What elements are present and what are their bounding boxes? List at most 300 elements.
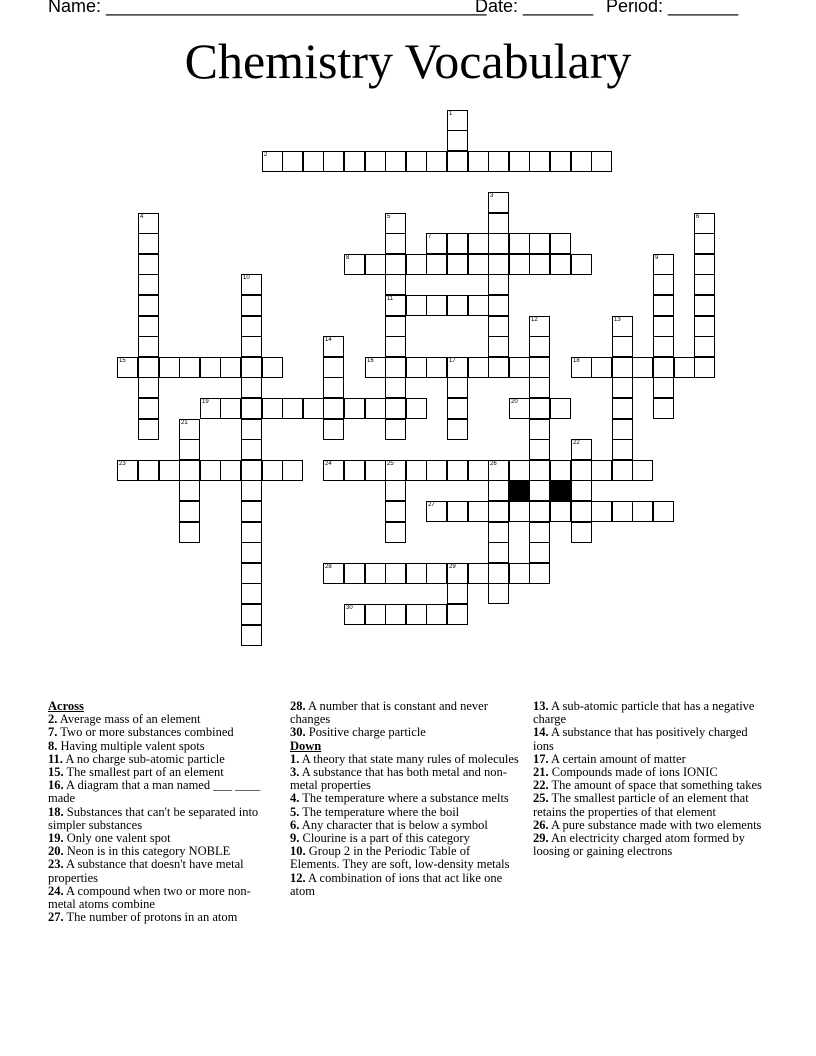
clue-number: 21. — [533, 765, 549, 780]
grid-cell[interactable] — [488, 316, 509, 337]
grid-cell[interactable] — [262, 357, 283, 378]
grid-cell[interactable] — [323, 357, 344, 378]
clue-text: An electricity charged atom formed by loosing or gaining electrons — [533, 831, 745, 859]
grid-cell[interactable] — [488, 563, 509, 584]
grid-cell[interactable] — [241, 522, 262, 543]
grid-cell[interactable] — [303, 398, 324, 419]
grid-cell[interactable] — [200, 357, 221, 378]
grid-cell[interactable] — [426, 563, 447, 584]
grid-cell[interactable] — [385, 604, 406, 625]
grid-cell[interactable] — [529, 419, 550, 440]
grid-cell[interactable] — [117, 460, 138, 481]
grid-cell[interactable] — [571, 151, 592, 172]
grid-cell[interactable] — [529, 522, 550, 543]
grid-cell[interactable] — [406, 398, 427, 419]
grid-cell[interactable] — [385, 233, 406, 254]
grid-cell[interactable] — [365, 357, 386, 378]
grid-cell[interactable] — [591, 501, 612, 522]
grid-cell[interactable] — [117, 357, 138, 378]
date-field[interactable]: Date: _______ — [475, 0, 594, 16]
clue-text: A number that is constant and never changes — [290, 699, 488, 727]
grid-cell[interactable] — [612, 460, 633, 481]
clue-number: 10 — [243, 275, 250, 281]
grid-cell[interactable] — [426, 460, 447, 481]
grid-cell[interactable] — [241, 274, 262, 295]
grid-cell[interactable] — [303, 151, 324, 172]
grid-cell[interactable] — [241, 439, 262, 460]
name-field[interactable]: Name: ______________________________________ — [48, 0, 487, 16]
clue-text: Clourine is a part of this category — [299, 831, 470, 846]
grid-cell[interactable] — [262, 151, 283, 172]
across-clue — [48, 885, 278, 911]
grid-cell[interactable] — [241, 377, 262, 398]
grid-cell[interactable] — [447, 233, 468, 254]
grid-cell[interactable] — [488, 522, 509, 543]
grid-cell[interactable] — [385, 480, 406, 501]
grid-cell[interactable] — [426, 501, 447, 522]
grid-cell[interactable] — [138, 398, 159, 419]
grid-cell[interactable] — [179, 522, 200, 543]
grid-cell[interactable] — [200, 460, 221, 481]
grid-cell[interactable] — [694, 213, 715, 234]
grid-cell[interactable] — [694, 357, 715, 378]
grid-cell[interactable] — [241, 419, 262, 440]
clue-text: The number of protons in an atom — [63, 910, 238, 925]
grid-cell[interactable] — [488, 151, 509, 172]
grid-cell[interactable] — [694, 254, 715, 275]
clue-number: 5. — [290, 804, 300, 819]
clue-number: 24. — [48, 883, 64, 898]
grid-cell[interactable] — [550, 254, 571, 275]
grid-cell[interactable] — [488, 480, 509, 501]
grid-cell[interactable] — [488, 583, 509, 604]
grid-cell[interactable] — [632, 501, 653, 522]
clue-number: 28. — [290, 699, 306, 713]
grid-cell[interactable] — [426, 604, 447, 625]
grid-cell[interactable] — [591, 460, 612, 481]
grid-cell[interactable] — [529, 542, 550, 563]
grid-cell[interactable] — [632, 460, 653, 481]
clue-number: 26. — [533, 817, 549, 832]
clue-number: 18. — [48, 804, 64, 819]
grid-cell[interactable] — [488, 542, 509, 563]
clue-number: 24 — [325, 461, 332, 467]
grid-cell[interactable] — [571, 501, 592, 522]
grid-cell[interactable] — [529, 501, 550, 522]
grid-cell[interactable] — [385, 295, 406, 316]
grid-cell[interactable] — [488, 233, 509, 254]
grid-cell[interactable] — [653, 316, 674, 337]
grid-cell[interactable] — [529, 357, 550, 378]
clue-number: 23. — [48, 857, 64, 872]
grid-cell[interactable] — [529, 480, 550, 501]
grid-cell[interactable] — [571, 254, 592, 275]
grid-cell[interactable] — [365, 563, 386, 584]
grid-cell[interactable] — [365, 604, 386, 625]
grid-cell[interactable] — [138, 377, 159, 398]
grid-cell[interactable] — [241, 295, 262, 316]
grid-cell[interactable] — [509, 233, 530, 254]
grid-cell[interactable] — [571, 439, 592, 460]
grid-cell[interactable] — [365, 254, 386, 275]
grid-cell[interactable] — [694, 336, 715, 357]
grid-cell[interactable] — [385, 419, 406, 440]
grid-cell[interactable] — [385, 316, 406, 337]
grid-cell[interactable] — [447, 563, 468, 584]
grid-cell[interactable] — [406, 563, 427, 584]
grid-cell[interactable] — [406, 357, 427, 378]
clue-number: 26 — [490, 461, 497, 467]
grid-cell[interactable] — [509, 254, 530, 275]
clue-number: 22. — [533, 778, 549, 793]
grid-cell[interactable] — [138, 336, 159, 357]
clue-text: The smallest part of an element — [63, 765, 224, 780]
grid-cell[interactable] — [365, 151, 386, 172]
clue-number: 30 — [346, 605, 353, 611]
clue-number: 16. — [48, 778, 64, 793]
grid-cell[interactable] — [262, 460, 283, 481]
down-list — [290, 753, 522, 898]
grid-cell[interactable] — [241, 460, 262, 481]
grid-cell[interactable] — [406, 460, 427, 481]
grid-cell[interactable] — [406, 604, 427, 625]
grid-cell[interactable] — [509, 151, 530, 172]
grid-cell[interactable] — [632, 357, 653, 378]
grid-cell[interactable] — [694, 233, 715, 254]
across-list-continued — [290, 700, 522, 740]
grid-cell[interactable] — [653, 398, 674, 419]
grid-cell[interactable] — [138, 316, 159, 337]
clue-number: 15 — [119, 358, 126, 364]
grid-cell[interactable] — [529, 377, 550, 398]
grid-cell[interactable] — [241, 604, 262, 625]
clue-number: 6 — [696, 214, 700, 220]
grid-cell[interactable] — [241, 625, 262, 646]
grid-cell[interactable] — [529, 233, 550, 254]
grid-cell[interactable] — [612, 357, 633, 378]
grid-cell[interactable] — [550, 398, 571, 419]
grid-cell[interactable] — [612, 336, 633, 357]
clue-text: A diagram that a man named ___ ____ made — [48, 778, 261, 806]
grid-cell[interactable] — [529, 563, 550, 584]
grid-cell[interactable] — [509, 357, 530, 378]
grid-cell[interactable] — [323, 419, 344, 440]
clue-text: The amount of space that something takes — [548, 778, 762, 793]
grid-cell[interactable] — [447, 419, 468, 440]
grid-cell[interactable] — [529, 316, 550, 337]
grid-cell[interactable] — [344, 151, 365, 172]
grid-cell[interactable] — [385, 274, 406, 295]
grid-cell[interactable] — [447, 110, 468, 131]
down-clue — [290, 766, 522, 792]
grid-cell[interactable] — [550, 501, 571, 522]
clue-number: 8. — [48, 738, 58, 753]
grid-cell[interactable] — [262, 398, 283, 419]
grid-cell[interactable] — [468, 357, 489, 378]
grid-cell[interactable] — [241, 583, 262, 604]
grid-cell[interactable] — [653, 357, 674, 378]
grid-cell[interactable] — [385, 151, 406, 172]
clue-number: 21 — [181, 420, 188, 426]
clue-number: 4 — [140, 214, 144, 220]
grid-cell[interactable] — [447, 377, 468, 398]
grid-cell[interactable] — [220, 398, 241, 419]
grid-cell[interactable] — [468, 151, 489, 172]
clue-text: The temperature where a substance melts — [299, 791, 509, 806]
clue-number: 7. — [48, 725, 58, 740]
grid-cell[interactable] — [550, 460, 571, 481]
grid-cell[interactable] — [241, 336, 262, 357]
grid-cell[interactable] — [571, 522, 592, 543]
grid-cell[interactable] — [365, 398, 386, 419]
clue-number: 9. — [290, 831, 300, 846]
grid-cell[interactable] — [571, 480, 592, 501]
grid-cell[interactable] — [447, 398, 468, 419]
across-clue — [48, 911, 278, 924]
grid-cell[interactable] — [488, 501, 509, 522]
grid-cell[interactable] — [138, 419, 159, 440]
clue-text: A no charge sub-atomic particle — [62, 751, 225, 766]
grid-cell[interactable] — [138, 460, 159, 481]
clue-number: 1 — [449, 111, 453, 117]
clue-number: 2. — [48, 712, 58, 727]
grid-cell[interactable] — [385, 336, 406, 357]
grid-cell[interactable] — [385, 522, 406, 543]
grid-cell[interactable] — [529, 460, 550, 481]
grid-cell[interactable] — [488, 274, 509, 295]
grid-cell[interactable] — [426, 295, 447, 316]
grid-cell[interactable] — [241, 357, 262, 378]
down-clue — [533, 726, 765, 752]
grid-cell[interactable] — [138, 213, 159, 234]
down-clue — [290, 872, 522, 898]
grid-cell[interactable] — [138, 274, 159, 295]
grid-cell[interactable] — [365, 460, 386, 481]
clue-number: 14. — [533, 725, 549, 740]
grid-cell[interactable] — [488, 357, 509, 378]
grid-cell[interactable] — [653, 377, 674, 398]
grid-cell[interactable] — [529, 398, 550, 419]
down-clue — [533, 700, 765, 726]
grid-cell[interactable] — [694, 295, 715, 316]
grid-cell[interactable] — [179, 357, 200, 378]
down-heading: Down — [290, 738, 322, 753]
grid-cell[interactable] — [550, 151, 571, 172]
grid-cell[interactable] — [179, 439, 200, 460]
clue-number: 9 — [655, 255, 659, 261]
grid-cell[interactable] — [468, 295, 489, 316]
grid-cell[interactable] — [653, 254, 674, 275]
clue-number: 4. — [290, 791, 300, 806]
grid-cell[interactable] — [447, 295, 468, 316]
grid-cell[interactable] — [612, 419, 633, 440]
grid-cell[interactable] — [159, 460, 180, 481]
grid-cell[interactable] — [529, 439, 550, 460]
page-title: Chemistry Vocabulary — [184, 33, 632, 89]
grid-cell[interactable] — [385, 357, 406, 378]
clue-number: 14 — [325, 337, 332, 343]
grid-cell[interactable] — [468, 460, 489, 481]
grid-cell[interactable] — [344, 563, 365, 584]
clue-text: Neon is in this category NOBLE — [63, 844, 231, 859]
clue-number: 20 — [511, 399, 518, 405]
grid-cell[interactable] — [138, 233, 159, 254]
grid-cell[interactable] — [591, 151, 612, 172]
grid-cell[interactable] — [674, 357, 695, 378]
grid-cell[interactable] — [426, 357, 447, 378]
grid-cell[interactable] — [447, 254, 468, 275]
clue-number: 25. — [533, 791, 549, 806]
clue-text: A certain amount of matter — [548, 751, 686, 766]
clue-number: 1. — [290, 751, 300, 766]
grid-cell[interactable] — [323, 151, 344, 172]
grid-cell[interactable] — [241, 480, 262, 501]
grid-cell[interactable] — [344, 398, 365, 419]
clue-number: 17 — [449, 358, 456, 364]
grid-cell[interactable] — [385, 398, 406, 419]
grid-cell[interactable] — [323, 336, 344, 357]
grid-cell[interactable] — [385, 563, 406, 584]
grid-cell[interactable] — [241, 563, 262, 584]
grid-cell[interactable] — [344, 460, 365, 481]
grid-cell[interactable] — [282, 151, 303, 172]
grid-cell[interactable] — [282, 398, 303, 419]
grid-cell[interactable] — [488, 336, 509, 357]
grid-cell[interactable] — [385, 377, 406, 398]
grid-cell[interactable] — [179, 460, 200, 481]
grid-cell[interactable] — [138, 357, 159, 378]
grid-cell[interactable] — [385, 213, 406, 234]
grid-cell[interactable] — [138, 254, 159, 275]
grid-cell[interactable] — [694, 274, 715, 295]
grid-cell[interactable] — [241, 501, 262, 522]
down-clue — [533, 832, 765, 858]
grid-cell[interactable] — [179, 419, 200, 440]
clue-text: Two or more substances combined — [57, 725, 234, 740]
grid-cell[interactable] — [447, 357, 468, 378]
grid-cell[interactable] — [509, 501, 530, 522]
clue-text: Positive charge particle — [305, 725, 426, 740]
grid-cell[interactable] — [406, 254, 427, 275]
grid-cell[interactable] — [323, 377, 344, 398]
across-clue — [290, 726, 522, 739]
grid-cell[interactable] — [488, 460, 509, 481]
clue-number: 17. — [533, 751, 549, 766]
grid-cell[interactable] — [200, 398, 221, 419]
grid-cell[interactable] — [385, 254, 406, 275]
across-list — [48, 713, 278, 924]
grid-cell[interactable] — [323, 460, 344, 481]
grid-cell[interactable] — [612, 377, 633, 398]
grid-cell[interactable] — [447, 604, 468, 625]
grid-cell[interactable] — [509, 563, 530, 584]
grid-cell[interactable] — [529, 336, 550, 357]
grid-cell[interactable] — [653, 501, 674, 522]
clue-number: 20. — [48, 844, 64, 859]
grid-cell[interactable] — [612, 439, 633, 460]
grid-cell[interactable] — [426, 233, 447, 254]
grid-cell[interactable] — [550, 233, 571, 254]
grid-cell[interactable] — [468, 563, 489, 584]
grid-cell[interactable] — [406, 151, 427, 172]
grid-cell[interactable] — [323, 563, 344, 584]
down-list-continued — [533, 700, 765, 858]
grid-cell[interactable] — [509, 398, 530, 419]
grid-cell[interactable] — [220, 357, 241, 378]
grid-cell[interactable] — [571, 460, 592, 481]
clues-column-3 — [533, 700, 765, 858]
grid-cell[interactable] — [344, 604, 365, 625]
grid-cell[interactable] — [344, 254, 365, 275]
grid-cell[interactable] — [220, 460, 241, 481]
grid-cell[interactable] — [612, 316, 633, 337]
clue-number: 27 — [428, 502, 435, 508]
grid-cell[interactable] — [138, 295, 159, 316]
across-clue — [48, 779, 278, 805]
clue-text: A combination of ions that act like one atom — [290, 870, 503, 898]
clue-number: 19 — [202, 399, 209, 405]
grid-cell[interactable] — [159, 357, 180, 378]
grid-cell[interactable] — [323, 398, 344, 419]
grid-cell[interactable] — [488, 192, 509, 213]
grid-cell[interactable] — [447, 151, 468, 172]
grid-cell[interactable] — [529, 254, 550, 275]
clues-column-2 — [290, 700, 522, 898]
grid-cell[interactable] — [426, 151, 447, 172]
clue-number: 2 — [264, 152, 268, 158]
grid-cell[interactable] — [591, 357, 612, 378]
grid-cell[interactable] — [612, 398, 633, 419]
grid-cell[interactable] — [447, 583, 468, 604]
across-clue — [48, 806, 278, 832]
grid-cell[interactable] — [282, 460, 303, 481]
grid-cell[interactable] — [468, 233, 489, 254]
clue-number: 18 — [573, 358, 580, 364]
grid-cell[interactable] — [529, 151, 550, 172]
grid-cell[interactable] — [241, 316, 262, 337]
grid-cell[interactable] — [468, 254, 489, 275]
grid-cell[interactable] — [653, 336, 674, 357]
grid-cell[interactable] — [179, 480, 200, 501]
grid-cell[interactable] — [612, 501, 633, 522]
grid-cell[interactable] — [694, 316, 715, 337]
grid-cell[interactable] — [447, 130, 468, 151]
grid-cell[interactable] — [426, 254, 447, 275]
grid-cell[interactable] — [385, 501, 406, 522]
grid-cell[interactable] — [488, 295, 509, 316]
clue-number: 11 — [387, 296, 394, 302]
grid-cell[interactable] — [447, 460, 468, 481]
grid-cell[interactable] — [241, 542, 262, 563]
grid-cell[interactable] — [468, 501, 489, 522]
grid-cell[interactable] — [447, 501, 468, 522]
clue-number: 3. — [290, 765, 300, 780]
grid-cell[interactable] — [653, 295, 674, 316]
grid-cell[interactable] — [488, 254, 509, 275]
grid-cell[interactable] — [406, 295, 427, 316]
grid-cell[interactable] — [385, 460, 406, 481]
grid-cell[interactable] — [509, 460, 530, 481]
clue-number: 29. — [533, 831, 549, 846]
grid-cell[interactable] — [179, 501, 200, 522]
period-field[interactable]: Period: _______ — [606, 0, 739, 16]
grid-cell[interactable] — [241, 398, 262, 419]
grid-cell[interactable] — [571, 357, 592, 378]
clue-number: 22 — [573, 440, 580, 446]
grid-cell[interactable] — [653, 274, 674, 295]
grid-cell[interactable] — [488, 213, 509, 234]
across-clue — [290, 700, 522, 726]
